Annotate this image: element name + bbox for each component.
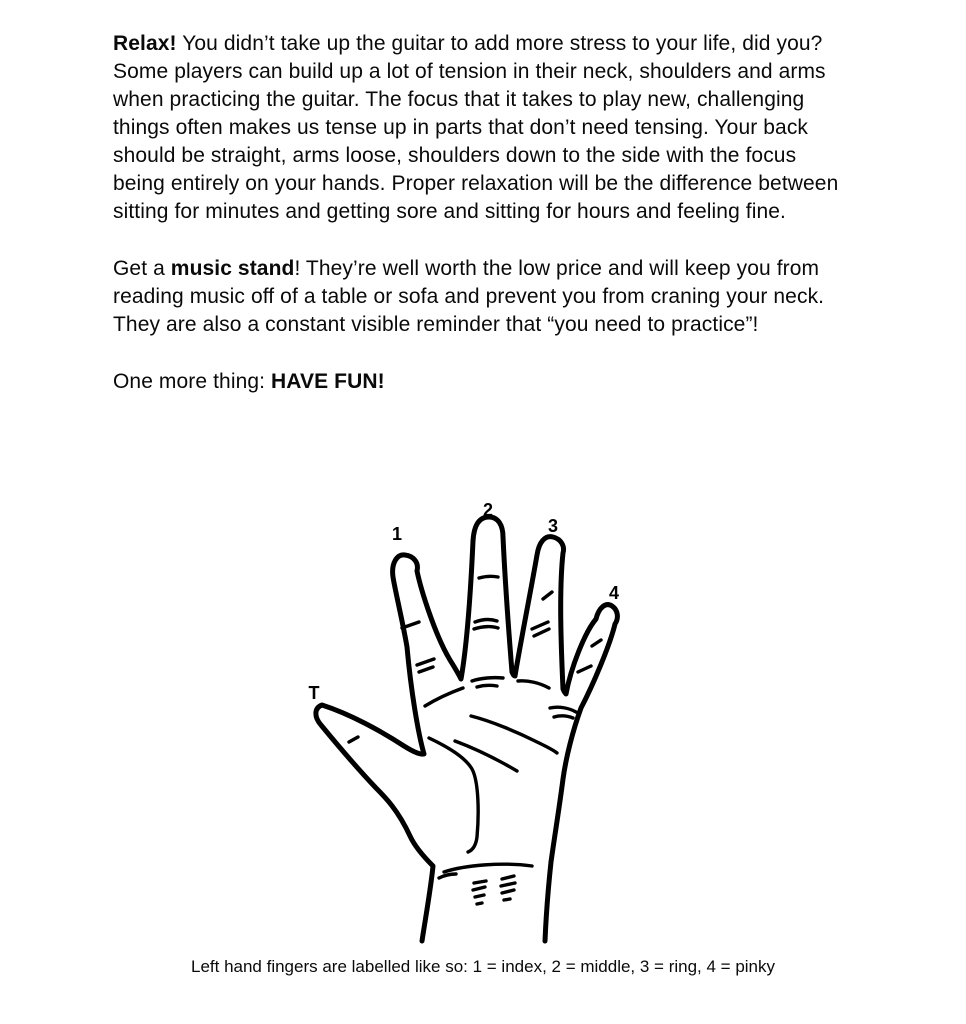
paragraph-relax bbox=[113, 30, 853, 226]
paragraph-have-fun bbox=[113, 368, 853, 396]
finger-label-middle: 2 bbox=[482, 500, 494, 520]
bold-music-stand: music stand bbox=[170, 257, 295, 280]
finger-label-index: 1 bbox=[391, 524, 403, 544]
paragraph-have-fun-lead: One more thing: bbox=[113, 370, 272, 393]
finger-label-thumb: T bbox=[308, 683, 320, 703]
paragraph-relax-text: You didn’t take up the guitar to add more stress to your life, did you? Some players can build up a lot of tension in their neck, shoulders and arms when practicing the guitar. The focus that it takes to play new, challenging things often makes us tense up in parts that don’t need tensing. Your back should be straight, arms loose, shoulders down to the side with the focus being entirely on your hands. Proper relaxation will be the difference between sitting for minutes and getting sore and sitting for hours and feeling fine. bbox=[113, 32, 839, 223]
body-text bbox=[113, 30, 853, 425]
figure-caption: Left hand fingers are labelled like so: 1 = index, 2 = middle, 3 = ring, 4 = pinky bbox=[190, 957, 776, 976]
bold-lead-relax: Relax! bbox=[113, 32, 177, 55]
finger-label-pinky: 4 bbox=[608, 583, 620, 603]
finger-label-ring: 3 bbox=[547, 516, 559, 536]
paragraph-music-stand-lead: Get a bbox=[113, 257, 171, 280]
paragraph-music-stand-text: ! They’re well worth the low price and will keep you from reading music off of a table or sofa and prevent you from craning your neck. They are also a constant visible reminder that “you need to practice”! bbox=[113, 257, 825, 336]
bold-have-fun: HAVE FUN! bbox=[271, 370, 385, 393]
paragraph-music-stand bbox=[113, 255, 853, 339]
left-hand-illustration bbox=[305, 495, 665, 945]
